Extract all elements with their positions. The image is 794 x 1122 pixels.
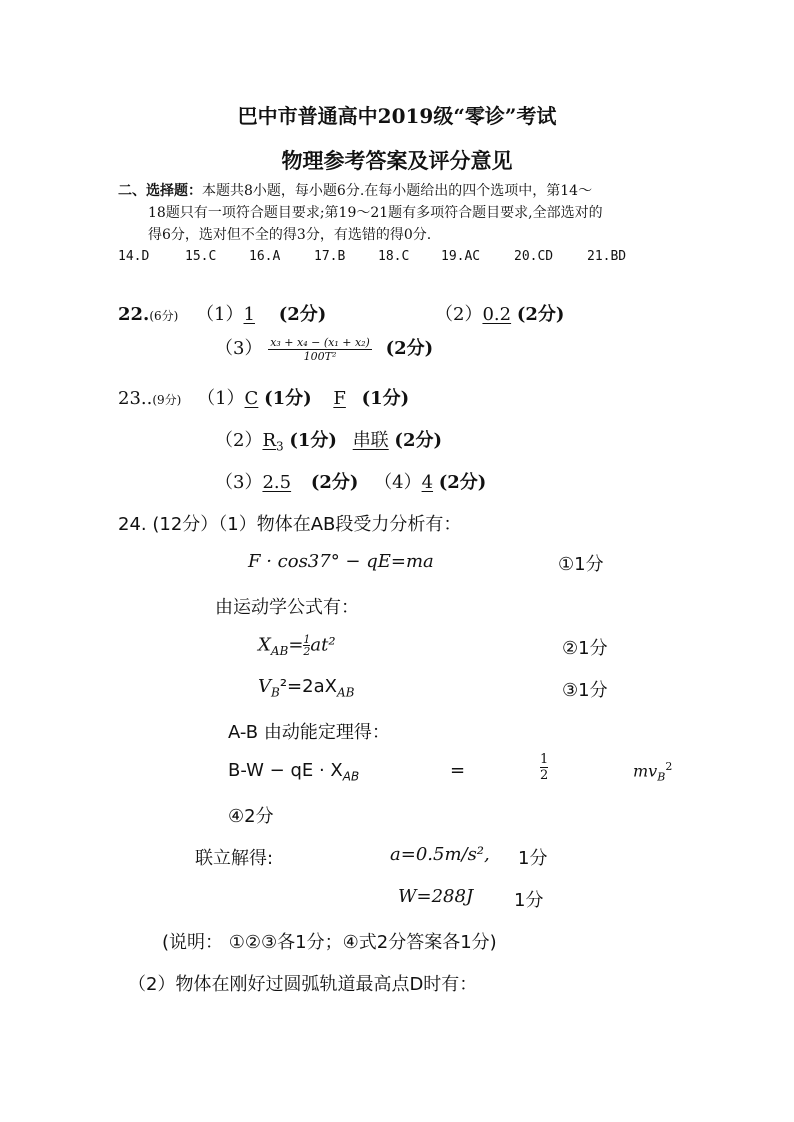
mc-answer: 16.A [249, 249, 281, 264]
q23-part2-label: （2） [215, 430, 263, 451]
mc-answer: 20.CD [514, 249, 554, 264]
q24-energy-text: A-B 由动能定理得： [228, 722, 390, 743]
section2-line3: 得6分，选对但不全的得3分，有选错的得0分. [148, 227, 432, 243]
q24-eq4-frac-den: 2 [540, 768, 549, 783]
q23-score3: (2分) [310, 472, 359, 493]
q23-line1 [118, 384, 409, 410]
q24-mark2: ②1分 [562, 638, 608, 659]
q23-answer1b: F [333, 388, 346, 409]
mc-answer: 15.C [185, 249, 217, 264]
section2-line1 [118, 180, 592, 202]
q22-part2-label: （2） [435, 304, 483, 325]
q24-equation4-lhs [228, 760, 359, 784]
q22-score1: (2分) [278, 304, 327, 325]
q23-answer2a-subscript: 3 [276, 439, 284, 454]
q22-score3: (2分) [385, 338, 434, 359]
q24-eq4-rsup: 2 [665, 760, 673, 773]
q23-answer2b: 串联 [352, 430, 389, 451]
q24-kinematics-text: 由运动学公式有： [215, 597, 359, 618]
q23-score4: (2分) [438, 472, 487, 493]
q24-eq4-fraction [540, 752, 548, 783]
q24-eq3-rest: ²=2aX [279, 676, 337, 697]
q24-equation3 [258, 676, 354, 700]
q23-answer3: 2.5 [262, 472, 292, 493]
q24-eq2-sub: AB [270, 644, 289, 659]
q23-part1-label: （1） [197, 388, 245, 409]
q24-eq4-lhs: B-W − qE · X [228, 760, 343, 781]
q24-solution2: W=288J [398, 886, 474, 907]
q24-note: (说明： ①②③各1分；④式2分答案各1分) [162, 932, 497, 953]
q22-line1 [118, 300, 326, 326]
q24-eq4-sub: AB [342, 769, 360, 784]
q23-answer4: 4 [421, 472, 434, 493]
q24-equation2 [258, 634, 336, 658]
q23-part3-label: （3） [215, 472, 263, 493]
q22-score: (6分) [149, 309, 179, 323]
q23-part4-label: （4） [374, 472, 422, 493]
q24-eq2-lhs: X [258, 634, 271, 656]
mc-answer: 17.B [314, 249, 346, 264]
q23-score1b: (1分) [361, 388, 410, 409]
q24-eq4-fraction-body [540, 752, 548, 783]
q24-solve-label: 联立解得: [195, 848, 274, 869]
q24-solution1-mark: 1分 [518, 848, 548, 869]
q23-answer2a [262, 430, 284, 454]
mc-answer: 14.D [118, 249, 150, 264]
q22-fraction-numerator: x₃ + x₄ − (x₁ + x₂) [270, 335, 370, 349]
q23-score1a: (1分) [264, 388, 312, 409]
q24-solution1: a=0.5m/s², [390, 844, 490, 865]
q22-score2: (2分) [516, 304, 565, 325]
q24-header: 24. (12分）（1）物体在AB段受力分析有： [118, 514, 462, 535]
q24-solution2-mark: 1分 [514, 890, 544, 911]
q24-eq4-rhs [633, 760, 672, 784]
q24-eq3-v: V [258, 676, 271, 697]
q24-eq2-frac-num: 1 [303, 633, 311, 646]
q24-mark4: ④2分 [228, 806, 274, 827]
exam-title: 巴中市普通高中2019级“零诊”考试 [237, 104, 557, 128]
q24-eq4-rsub: B [657, 770, 666, 784]
q24-eq2-rhs: at² [310, 634, 336, 656]
q22-answer2: 0.2 [482, 304, 512, 325]
q24-eq3-sub: B [271, 685, 280, 700]
q24-mark3: ③1分 [562, 680, 608, 701]
q22-part3 [215, 334, 433, 363]
q24-eq2-equals: = [288, 634, 304, 656]
mc-answer: 19.AC [441, 249, 481, 264]
q23-score2b: (2分) [394, 430, 442, 451]
q23-number: 23.. [118, 388, 153, 409]
q23-line2 [215, 426, 442, 454]
q23-score2a: (1分) [289, 430, 337, 451]
q22-part3-label: （3） [215, 338, 263, 359]
q24-eq3-sub2: AB [336, 685, 355, 700]
q22-number: 22. [118, 304, 150, 325]
q23-line3 [215, 468, 486, 494]
q24-part2-heading: （2）物体在刚好过圆弧轨道最高点D时有： [128, 974, 478, 995]
q23-score: (9分) [152, 393, 182, 407]
q24-mark1: ①1分 [558, 554, 604, 575]
q22-fraction-denominator: 100T² [303, 349, 337, 363]
q22-answer1: 1 [243, 304, 255, 325]
section2-heading: 二、选择题： [118, 183, 202, 199]
q24-eq4-mv: mv [633, 761, 658, 781]
q22-part2 [435, 300, 564, 326]
q22-part1-label: （1） [196, 304, 244, 325]
q22-fraction [268, 336, 372, 363]
section2-line2: 18题只有一项符合题目要求;第19～21题有多项符合题目要求,全部选对的 [148, 205, 603, 221]
q24-eq4-frac-num: 1 [540, 752, 549, 767]
mc-answer: 21.BD [587, 249, 627, 264]
answer-key-title: 物理参考答案及评分意见 [281, 148, 513, 173]
q24-eq4-equals: = [450, 760, 466, 781]
section2-text1: 本题共8小题，每小题6分.在每小题给出的四个选项中，第14～ [202, 183, 593, 199]
q24-eq2-frac-den: 2 [303, 645, 311, 658]
mc-answer: 18.C [378, 249, 410, 264]
q23-answer2a-letter: R [262, 430, 277, 451]
q24-equation1: F · cos37° − qE=ma [248, 551, 434, 572]
q23-answer1a: C [244, 388, 259, 409]
